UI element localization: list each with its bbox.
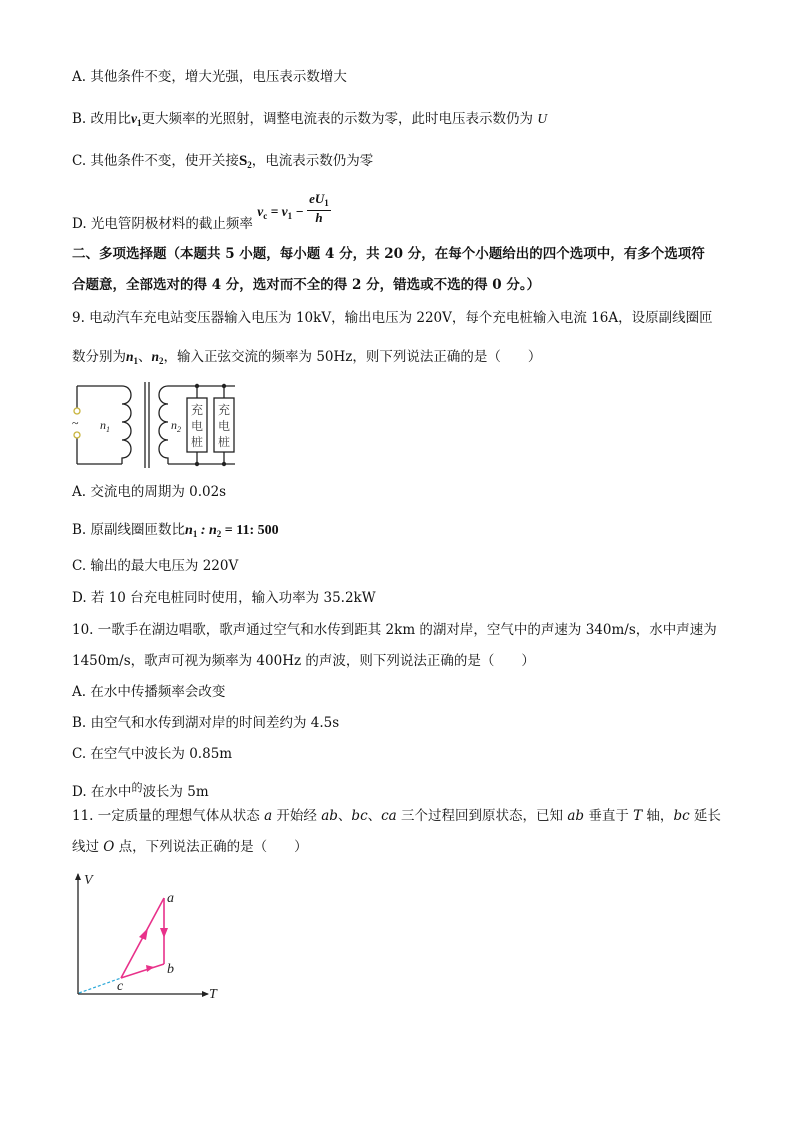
q10-option-a: A. 在水中传播频率会改变 (72, 684, 226, 700)
q8-option-d-pre: D. 光电管阴极材料的截止频率 (72, 216, 253, 232)
pile2-label-char: 电 (217, 419, 231, 433)
volume-temperature-graph (66, 866, 226, 1008)
section-2-heading-line1: 二、多项选择题（本题共 5 小题，每小题 4 分，共 20 分，在每个小题给出的四个选项中，有多个选项符 (72, 246, 705, 262)
junction-dot (195, 384, 199, 388)
q11-stem-line2: 线过 O 点，下列说法正确的是（ ） (72, 839, 308, 855)
q10-option-b: B. 由空气和水传到湖对岸的时间差约为 4.5s (72, 715, 340, 731)
n2-label: $n_2$ (171, 418, 181, 434)
q8-option-a: A. 其他条件不变，增大光强，电压表示数增大 (72, 69, 347, 85)
point-a-label: a (167, 891, 174, 906)
switch-s2-symbol: $S_2$ (238, 153, 252, 170)
pile2-label-char: 充 (217, 403, 231, 417)
cutoff-frequency-formula: $\nu_c = \nu_1$ − (257, 204, 308, 221)
pile1-label-char: 桩 (190, 435, 204, 449)
point-c-label: c (117, 979, 124, 994)
q10-stem-line2: 1450m/s，歌声可视为频率为 400Hz 的声波，则下列说法正确的是（ ） (72, 653, 535, 669)
secondary-coil (159, 386, 168, 464)
primary-coil (122, 386, 131, 464)
terminal-circle (74, 408, 80, 414)
terminal-circle (74, 432, 80, 438)
q11-stem-line1: 11. 一定质量的理想气体从状态 a 开始经 ab、bc、ca 三个过程回到原状态，已知 ab 垂直于 T 轴，bc 延长 (72, 808, 721, 824)
voltage-symbol: U (537, 111, 548, 126)
pile2-label-char: 桩 (217, 435, 231, 449)
junction-dot (222, 384, 226, 388)
arrow-ca (139, 928, 148, 940)
q10-option-c: C. 在空气中波长为 0.85m (72, 746, 233, 762)
q9-option-b: B. 原副线圈匝数比$n_1$ : $n_2 = 11$: 500 (72, 522, 279, 539)
v-axis-label: V (84, 873, 93, 888)
q8-option-c (72, 151, 373, 175)
q9-option-d: D. 若 10 台充电桩同时使用，输入功率为 35.2kW (72, 590, 376, 606)
q9-option-a: A. 交流电的周期为 0.02s (72, 484, 227, 500)
q8-option-b-post: 更大频率的光照射，调整电流表的示数为零，此时电压表示数仍为 (141, 111, 534, 127)
formula-fraction: $\frac{eU_1}{h}$ (309, 191, 329, 225)
q8-option-d (72, 192, 331, 239)
pile1-label-char: 充 (190, 403, 204, 417)
bc-extension-dashed (79, 978, 121, 993)
nu1-symbol: $\nu_1$ (131, 111, 142, 128)
q10-option-d: D. 在水中$^的$波长为 5m (72, 781, 209, 800)
q8-option-c-post: ，电流表示数仍为零 (251, 153, 374, 169)
n1-label: $n_1$ (100, 418, 110, 434)
arrow-bc (146, 965, 154, 972)
arrow-ab (160, 928, 168, 938)
q9-stem-line1: 9. 电动汽车充电站变压器输入电压为 10kV，输出电压为 220V，每个充电桩输入电流 16A，设原副线圈匝 (72, 310, 713, 326)
point-b-label: b (167, 962, 174, 977)
q8-option-b-pre: B. 改用比 (72, 111, 132, 127)
q9-option-c: C. 输出的最大电压为 220V (72, 558, 239, 574)
t-axis-label: T (209, 987, 217, 1002)
q9-stem-line2: 数分别为$n_1$、$n_2$，输入正弦交流的频率为 50Hz，则下列说法正确的是（ ） (72, 349, 542, 366)
junction-dot (195, 462, 199, 466)
q8-option-b (72, 109, 547, 133)
pile1-label-char: 电 (190, 419, 204, 433)
junction-dot (222, 462, 226, 466)
section-2-heading-line2: 合题意，全部选对的得 4 分，选对而不全的得 2 分，错选或不选的得 0 分。） (72, 277, 541, 293)
q10-stem-line1: 10. 一歌手在湖边唱歌，歌声通过空气和水传到距其 2km 的湖对岸，空气中的声速为 340m/s，水中声速为 (72, 622, 717, 638)
ac-source-label: ~ (72, 416, 79, 430)
q8-option-c-pre: C. 其他条件不变，使开关接 (72, 153, 239, 169)
transformer-circuit-diagram (70, 374, 242, 472)
